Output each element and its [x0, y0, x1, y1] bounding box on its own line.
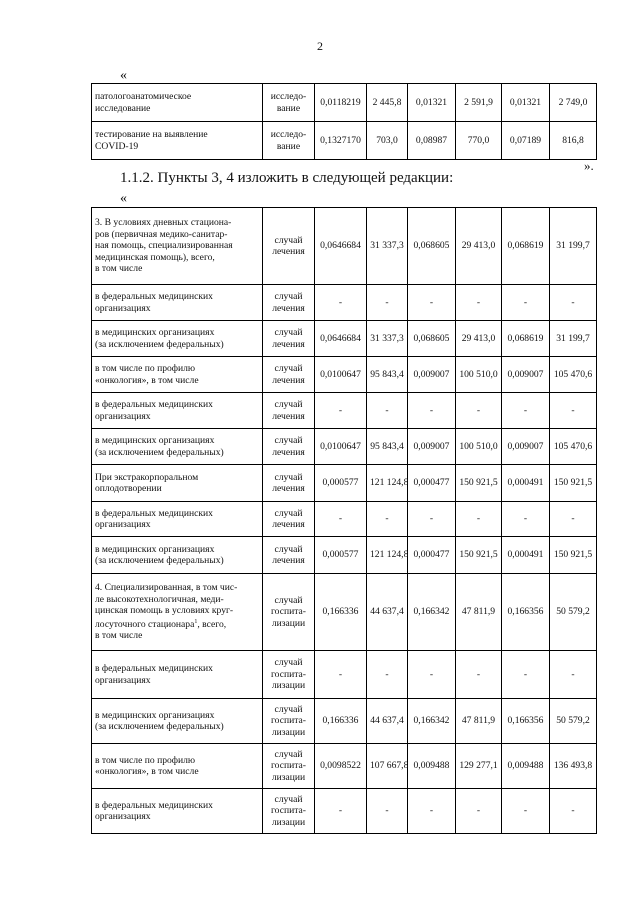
unit-cell: случай лечения: [263, 208, 315, 285]
table-row: [92, 285, 597, 321]
row-name: в медицинских организациях (за исключением федеральных): [95, 327, 224, 350]
unit-cell: случай госпита- лизации: [263, 789, 315, 834]
row-name-tail: , всего, в том числе: [95, 618, 227, 642]
value-cell: -: [367, 651, 408, 699]
value-cell: -: [550, 393, 597, 429]
unit-cell: исследо- вание: [263, 122, 315, 160]
value-cell: 0,1327170: [315, 122, 367, 160]
table-row: [92, 502, 597, 537]
value-cell: 0,0118219: [315, 84, 367, 122]
unit-cell: случай лечения: [263, 465, 315, 502]
table-row: [92, 321, 597, 357]
value-cell: 0,166342: [408, 699, 456, 744]
row-name: 3. В условиях дневных стациона- ров (первичная медико-санитар- ная помощь, специализированная медицинская помощь), всего, в том числе: [95, 217, 233, 275]
table-row: [92, 699, 597, 744]
value-cell: 0,08987: [408, 122, 456, 160]
footnote-mark: 1: [194, 618, 198, 625]
value-cell: 2 445,8: [367, 84, 408, 122]
value-cell: 29 413,0: [456, 321, 502, 357]
value-cell: 95 843,4: [367, 357, 408, 393]
table-1-body: [92, 84, 597, 160]
value-cell: 0,009007: [502, 429, 550, 465]
value-cell: 0,0100647: [315, 357, 367, 393]
value-cell: -: [408, 789, 456, 834]
table-row: [92, 122, 597, 160]
value-cell: 0,01321: [408, 84, 456, 122]
value-cell: 31 337,3: [367, 208, 408, 285]
value-cell: -: [315, 789, 367, 834]
row-name-cell: [92, 502, 263, 537]
value-cell: 50 579,2: [550, 574, 597, 651]
value-cell: -: [502, 789, 550, 834]
value-cell: 107 667,8: [367, 744, 408, 789]
unit-cell: случай лечения: [263, 429, 315, 465]
value-cell: 0,000491: [502, 537, 550, 574]
value-cell: -: [315, 502, 367, 537]
value-cell: -: [550, 502, 597, 537]
row-name: в том числе по профилю «онкология», в том числе: [95, 363, 199, 386]
row-name: 4. Специализированная, в том чис- ле высокотехнологичная, меди- цинская помощь в условиях круг- лосуточного стационара: [95, 582, 238, 630]
value-cell: 95 843,4: [367, 429, 408, 465]
row-name: в том числе по профилю «онкология», в том числе: [95, 754, 199, 777]
value-cell: 816,8: [550, 122, 597, 160]
section-heading: 1.1.2. Пункты 3, 4 изложить в следующей редакции:: [120, 170, 454, 186]
table-row: [92, 465, 597, 502]
row-name: патологоанатомическое исследование: [95, 91, 192, 114]
table-row: [92, 84, 597, 122]
row-name-cell: [92, 574, 263, 651]
value-cell: -: [315, 651, 367, 699]
value-cell: 770,0: [456, 122, 502, 160]
value-cell: 121 124,8: [367, 465, 408, 502]
value-cell: 0,000577: [315, 537, 367, 574]
value-cell: 44 637,4: [367, 574, 408, 651]
value-cell: 50 579,2: [550, 699, 597, 744]
row-name-cell: [92, 122, 263, 160]
value-cell: -: [502, 502, 550, 537]
value-cell: -: [456, 393, 502, 429]
value-cell: 150 921,5: [456, 537, 502, 574]
table-row: [92, 744, 597, 789]
row-name: в федеральных медицинских организациях: [95, 399, 213, 422]
value-cell: -: [456, 789, 502, 834]
table-row: [92, 429, 597, 465]
row-name-cell: [92, 429, 263, 465]
value-cell: 0,000577: [315, 465, 367, 502]
value-cell: 0,009007: [408, 429, 456, 465]
value-cell: -: [550, 789, 597, 834]
value-cell: -: [367, 285, 408, 321]
table-2: [91, 207, 597, 834]
open-quote-2: «: [120, 191, 127, 206]
row-name-cell: [92, 651, 263, 699]
row-name-cell: [92, 699, 263, 744]
unit-cell: случай госпита- лизации: [263, 574, 315, 651]
row-name: При экстракорпоральном оплодотворении: [95, 471, 199, 494]
value-cell: 129 277,1: [456, 744, 502, 789]
table-row: [92, 651, 597, 699]
table-row: [92, 789, 597, 834]
value-cell: 0,000477: [408, 537, 456, 574]
value-cell: -: [456, 651, 502, 699]
value-cell: 0,166336: [315, 699, 367, 744]
value-cell: 150 921,5: [550, 537, 597, 574]
table-row: [92, 208, 597, 285]
value-cell: -: [367, 393, 408, 429]
value-cell: 150 921,5: [456, 465, 502, 502]
value-cell: 0,166356: [502, 699, 550, 744]
value-cell: -: [408, 651, 456, 699]
value-cell: 105 470,6: [550, 357, 597, 393]
value-cell: 150 921,5: [550, 465, 597, 502]
row-name-cell: [92, 208, 263, 285]
row-name-cell: [92, 537, 263, 574]
value-cell: 0,000477: [408, 465, 456, 502]
value-cell: -: [550, 651, 597, 699]
value-cell: 31 199,7: [550, 321, 597, 357]
unit-cell: случай госпита- лизации: [263, 699, 315, 744]
open-quote-1: «: [120, 68, 127, 83]
value-cell: -: [408, 285, 456, 321]
value-cell: 2 591,9: [456, 84, 502, 122]
value-cell: 29 413,0: [456, 208, 502, 285]
value-cell: 2 749,0: [550, 84, 597, 122]
value-cell: 44 637,4: [367, 699, 408, 744]
value-cell: -: [456, 502, 502, 537]
row-name-cell: [92, 465, 263, 502]
value-cell: -: [315, 393, 367, 429]
unit-cell: случай госпита- лизации: [263, 744, 315, 789]
row-name-cell: [92, 321, 263, 357]
value-cell: -: [456, 285, 502, 321]
value-cell: 0,07189: [502, 122, 550, 160]
value-cell: 121 124,8: [367, 537, 408, 574]
value-cell: 100 510,0: [456, 357, 502, 393]
value-cell: -: [367, 789, 408, 834]
row-name: в медицинских организациях (за исключением федеральных): [95, 709, 224, 732]
row-name-cell: [92, 744, 263, 789]
row-name-cell: [92, 789, 263, 834]
value-cell: -: [550, 285, 597, 321]
table-2-body: [92, 208, 597, 834]
value-cell: 105 470,6: [550, 429, 597, 465]
table-row: [92, 537, 597, 574]
unit-cell: исследо- вание: [263, 84, 315, 122]
value-cell: 0,01321: [502, 84, 550, 122]
row-name-cell: [92, 285, 263, 321]
value-cell: -: [408, 393, 456, 429]
value-cell: 0,166356: [502, 574, 550, 651]
value-cell: -: [502, 393, 550, 429]
value-cell: -: [408, 502, 456, 537]
value-cell: 0,009007: [502, 357, 550, 393]
value-cell: 0,166336: [315, 574, 367, 651]
value-cell: 703,0: [367, 122, 408, 160]
value-cell: 0,0646684: [315, 208, 367, 285]
unit-cell: случай госпита- лизации: [263, 651, 315, 699]
row-name-cell: [92, 393, 263, 429]
value-cell: 0,009488: [502, 744, 550, 789]
unit-cell: случай лечения: [263, 537, 315, 574]
value-cell: -: [315, 285, 367, 321]
unit-cell: случай лечения: [263, 502, 315, 537]
table-row: [92, 574, 597, 651]
value-cell: 47 811,9: [456, 574, 502, 651]
value-cell: -: [502, 285, 550, 321]
value-cell: 0,068605: [408, 321, 456, 357]
unit-cell: случай лечения: [263, 357, 315, 393]
row-name: в федеральных медицинских организациях: [95, 507, 213, 530]
value-cell: -: [502, 651, 550, 699]
value-cell: 100 510,0: [456, 429, 502, 465]
value-cell: 0,068619: [502, 321, 550, 357]
row-name: в федеральных медицинских организациях: [95, 799, 213, 822]
page-number: 2: [317, 39, 323, 53]
unit-cell: случай лечения: [263, 321, 315, 357]
table-row: [92, 393, 597, 429]
value-cell: 0,068605: [408, 208, 456, 285]
row-name: в медицинских организациях (за исключением федеральных): [95, 435, 224, 458]
value-cell: 0,009488: [408, 744, 456, 789]
value-cell: 31 199,7: [550, 208, 597, 285]
value-cell: 0,0100647: [315, 429, 367, 465]
value-cell: 0,0098522: [315, 744, 367, 789]
value-cell: 47 811,9: [456, 699, 502, 744]
value-cell: 0,009007: [408, 357, 456, 393]
close-quote: ».: [584, 158, 594, 173]
value-cell: 0,0646684: [315, 321, 367, 357]
table-1: [91, 83, 597, 160]
unit-cell: случай лечения: [263, 285, 315, 321]
value-cell: 0,068619: [502, 208, 550, 285]
row-name: в медицинских организациях (за исключением федеральных): [95, 543, 224, 566]
row-name: тестирование на выявление COVID-19: [95, 129, 208, 152]
value-cell: -: [367, 502, 408, 537]
value-cell: 31 337,3: [367, 321, 408, 357]
row-name-cell: [92, 84, 263, 122]
unit-cell: случай лечения: [263, 393, 315, 429]
row-name: в федеральных медицинских организациях: [95, 291, 213, 314]
row-name: в федеральных медицинских организациях: [95, 663, 213, 686]
row-name-cell: [92, 357, 263, 393]
value-cell: 0,000491: [502, 465, 550, 502]
table-row: [92, 357, 597, 393]
value-cell: 0,166342: [408, 574, 456, 651]
value-cell: 136 493,8: [550, 744, 597, 789]
